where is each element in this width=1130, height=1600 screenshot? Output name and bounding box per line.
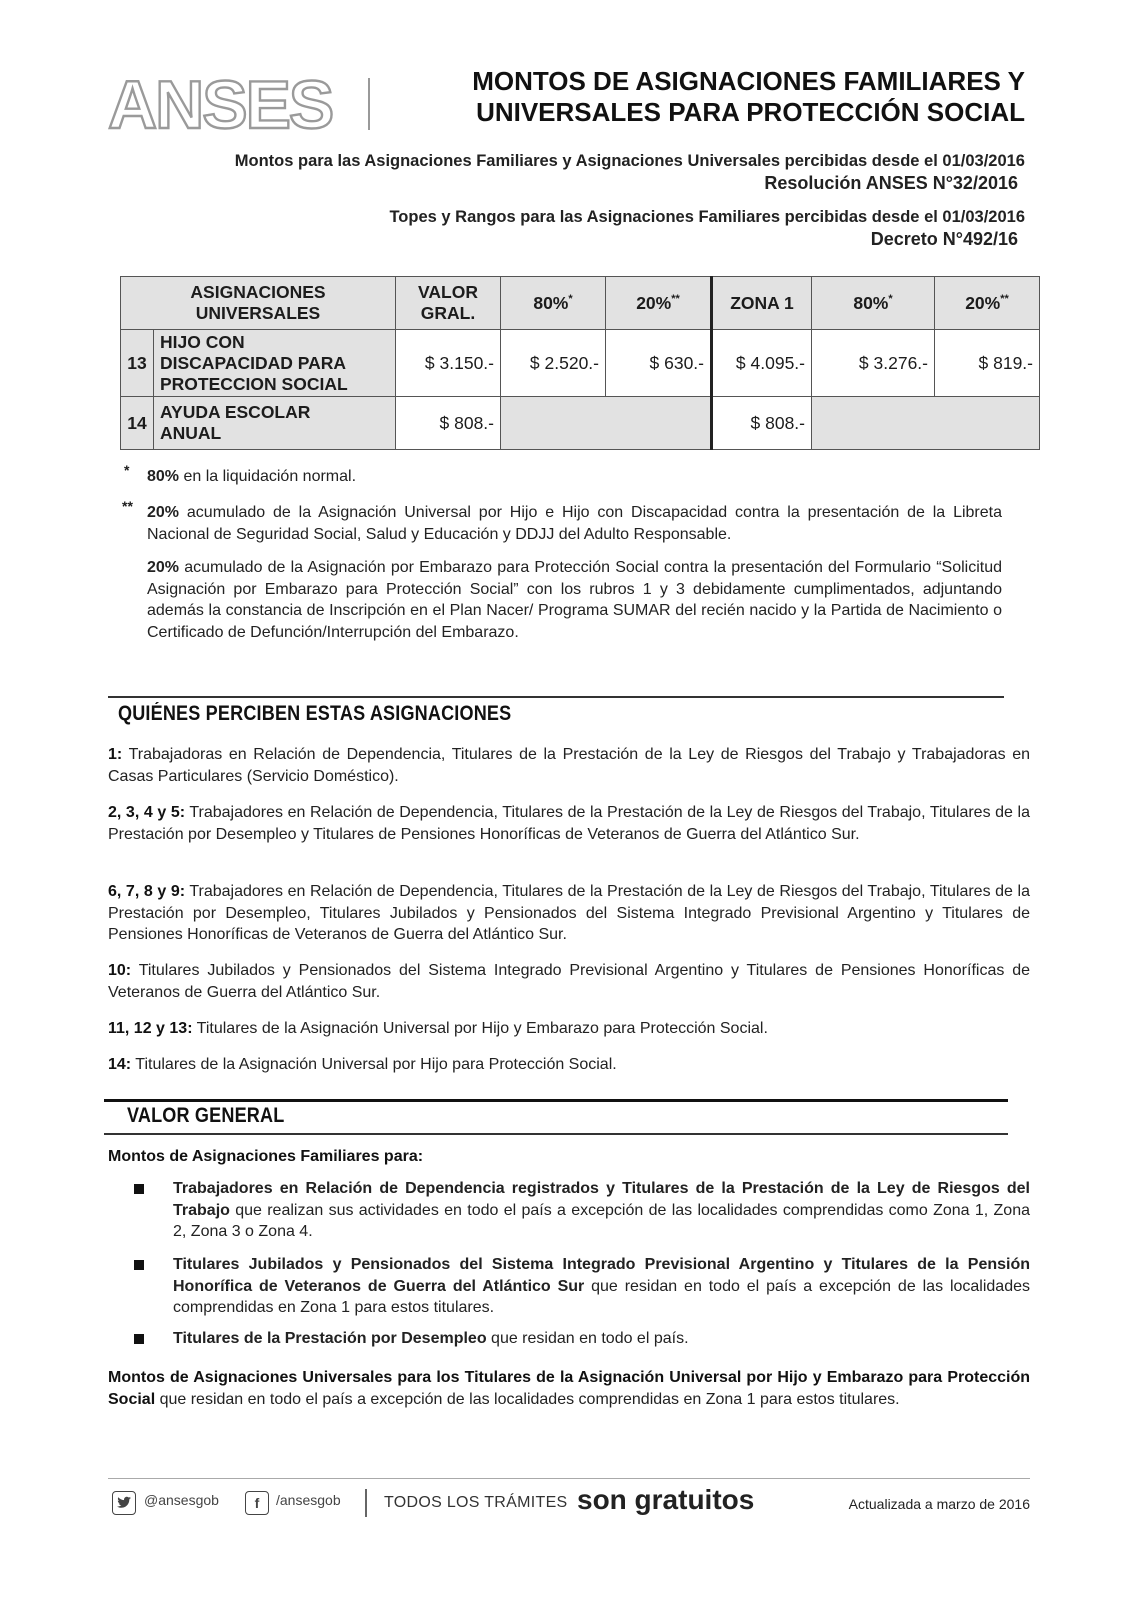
header-zona1-20: 20%** xyxy=(935,277,1040,330)
row-number: 14 xyxy=(121,397,154,450)
who-item-4: 10: Titulares Jubilados y Pensionados del Sistema Integrado Previsional Argentino y Titulares de Pensiones Honoríficas de Veteranos de Guerra del Atlántico Sur. xyxy=(108,962,1030,1001)
section-heading-who: QUIÉNES PERCIBEN ESTAS ASIGNACIONES xyxy=(118,702,512,725)
facebook-icon[interactable]: f xyxy=(245,1491,269,1515)
cell-valor: $ 3.150.- xyxy=(396,330,501,397)
allocations-table xyxy=(120,276,1040,450)
valor-intro: Montos de Asignaciones Familiares para: xyxy=(108,1148,424,1165)
twitter-icon[interactable] xyxy=(112,1491,136,1515)
row-name: AYUDA ESCOLAR ANUAL xyxy=(154,397,396,450)
cell-20: $ 630.- xyxy=(606,330,712,397)
resolution-ref: Resolución ANSES N°32/2016 xyxy=(764,173,1018,193)
cell-zona1: $ 808.- xyxy=(712,397,812,450)
logo-divider xyxy=(368,78,370,130)
header-asignaciones: ASIGNACIONES UNIVERSALES xyxy=(121,277,396,330)
subtitle-amounts: Montos para las Asignaciones Familiares y Asignaciones Universales percibidas desde el 01/03/2016 xyxy=(234,152,1025,170)
cell-zona1-20: $ 819.- xyxy=(935,330,1040,397)
bullet-square xyxy=(134,1334,144,1344)
footnote-3: 20% acumulado de la Asignación por Embarazo para Protección Social contra la presentación del Formulario “Solicitud Asignación por Embarazo para Protección Social” con los rubros 1 y 3 debidamente cumplimentados, adjuntando además la constancia de Inscripción en el Plan Nacer/ Programa SUMAR del recién nacido y la Partida de Nacimiento o Certificado de Defunción/Interrupción del Embarazo. xyxy=(147,559,1002,641)
section-rule xyxy=(104,1133,1008,1135)
footnote-1: 80% en la liquidación normal. xyxy=(147,468,357,485)
valor-closing: Montos de Asignaciones Universales para los Titulares de la Asignación Universal por Hijo y Embarazo para Protección Social que residan en todo el país a excepción de las localidades comprendidas en Zona 1 para estos titulares. xyxy=(108,1369,1030,1408)
cell-80: $ 2.520.- xyxy=(501,330,606,397)
subtitle-limits: Topes y Rangos para las Asignaciones Familiares percibidas desde el 01/03/2016 xyxy=(389,208,1025,226)
table-header-row xyxy=(121,277,1040,330)
footnote-2: 20% acumulado de la Asignación Universal por Hijo e Hijo con Discapacidad contra la presentación de la Libreta Nacional de Seguridad Social, Salud y Educación y DDJJ del Adulto Responsable. xyxy=(147,504,1002,543)
bullet-square xyxy=(134,1184,144,1194)
section-heading-valor: VALOR GENERAL xyxy=(127,1104,285,1127)
section-rule xyxy=(104,1099,1008,1102)
svg-text:ANSES: ANSES xyxy=(108,72,333,134)
cell-zona1-80: $ 3.276.- xyxy=(812,330,935,397)
valor-bullet-3: Titulares de la Prestación por Desempleo que residan en todo el país. xyxy=(173,1330,689,1347)
footnote-mark: ** xyxy=(122,498,133,514)
who-item-1: 1: Trabajadoras en Relación de Dependencia, Titulares de la Prestación de la Ley de Riesgos del Trabajo y Trabajadoras en Casas Particulares (Servicio Doméstico). xyxy=(108,746,1030,785)
header-20: 20%** xyxy=(606,277,712,330)
anses-logo xyxy=(108,72,378,134)
table-row xyxy=(121,397,1040,450)
cell-valor: $ 808.- xyxy=(396,397,501,450)
updated-date: Actualizada a marzo de 2016 xyxy=(848,1496,1030,1512)
footer-divider xyxy=(365,1489,367,1517)
cell-empty-shaded xyxy=(812,397,1040,450)
table-row xyxy=(121,330,1040,397)
header-zona1: ZONA 1 xyxy=(712,277,812,330)
header-80: 80%* xyxy=(501,277,606,330)
decree-ref: Decreto N°492/16 xyxy=(870,229,1018,249)
section-rule xyxy=(108,696,1004,698)
slogan-part2: son gratuitos xyxy=(577,1484,755,1515)
header-zona1-80: 80%* xyxy=(812,277,935,330)
cell-empty-shaded xyxy=(501,397,712,450)
slogan-part1: TODOS LOS TRÁMITES xyxy=(384,1494,568,1511)
header-valor-gral: VALOR GRAL. xyxy=(396,277,501,330)
cell-zona1: $ 4.095.- xyxy=(712,330,812,397)
document-title: MONTOS DE ASIGNACIONES FAMILIARES Y UNIVERSALES PARA PROTECCIÓN SOCIAL xyxy=(472,66,1025,127)
valor-bullet-2: Titulares Jubilados y Pensionados del Sistema Integrado Previsional Argentino y Titulares de la Pensión Honorífica de Veteranos de Guerra del Atlántico Sur que residan en todo el país a excepción de las localidades comprendidas en Zona 1 para estos titulares. xyxy=(173,1256,1030,1316)
who-item-5: 11, 12 y 13: Titulares de la Asignación Universal por Hijo y Embarazo para Protección Social. xyxy=(108,1020,768,1037)
who-item-6: 14: Titulares de la Asignación Universal por Hijo para Protección Social. xyxy=(108,1056,617,1073)
footer-rule xyxy=(108,1478,1030,1479)
row-number: 13 xyxy=(121,330,154,397)
footnote-mark: * xyxy=(124,462,130,478)
facebook-handle[interactable]: /ansesgob xyxy=(276,1492,341,1508)
who-item-2: 2, 3, 4 y 5: Trabajadores en Relación de Dependencia, Titulares de la Prestación de la Ley de Riesgos del Trabajo, Titulares de la Prestación por Desempleo y Titulares de Pensiones Honoríficas de Veteranos de Guerra del Atlántico Sur. xyxy=(108,804,1030,843)
row-name: HIJO CON DISCAPACIDAD PARA PROTECCION SOCIAL xyxy=(154,330,396,397)
bullet-square xyxy=(134,1260,144,1270)
valor-bullet-1: Trabajadores en Relación de Dependencia registrados y Titulares de la Prestación de la Ley de Riesgos del Trabajo que realizan sus actividades en todo el país a excepción de las localidades comprendidas como Zona 1, Zona 2, Zona 3 o Zona 4. xyxy=(173,1180,1030,1240)
who-item-3: 6, 7, 8 y 9: Trabajadores en Relación de Dependencia, Titulares de la Prestación de la Ley de Riesgos del Trabajo, Titulares de la Prestación por Desempleo, Titulares Jubilados y Pensionados del Sistema Integrado Previsional Argentino y Titulares de Pensiones Honoríficas de Veteranos de Guerra del Atlántico Sur. xyxy=(108,883,1030,943)
twitter-handle[interactable]: @ansesgob xyxy=(144,1492,219,1508)
